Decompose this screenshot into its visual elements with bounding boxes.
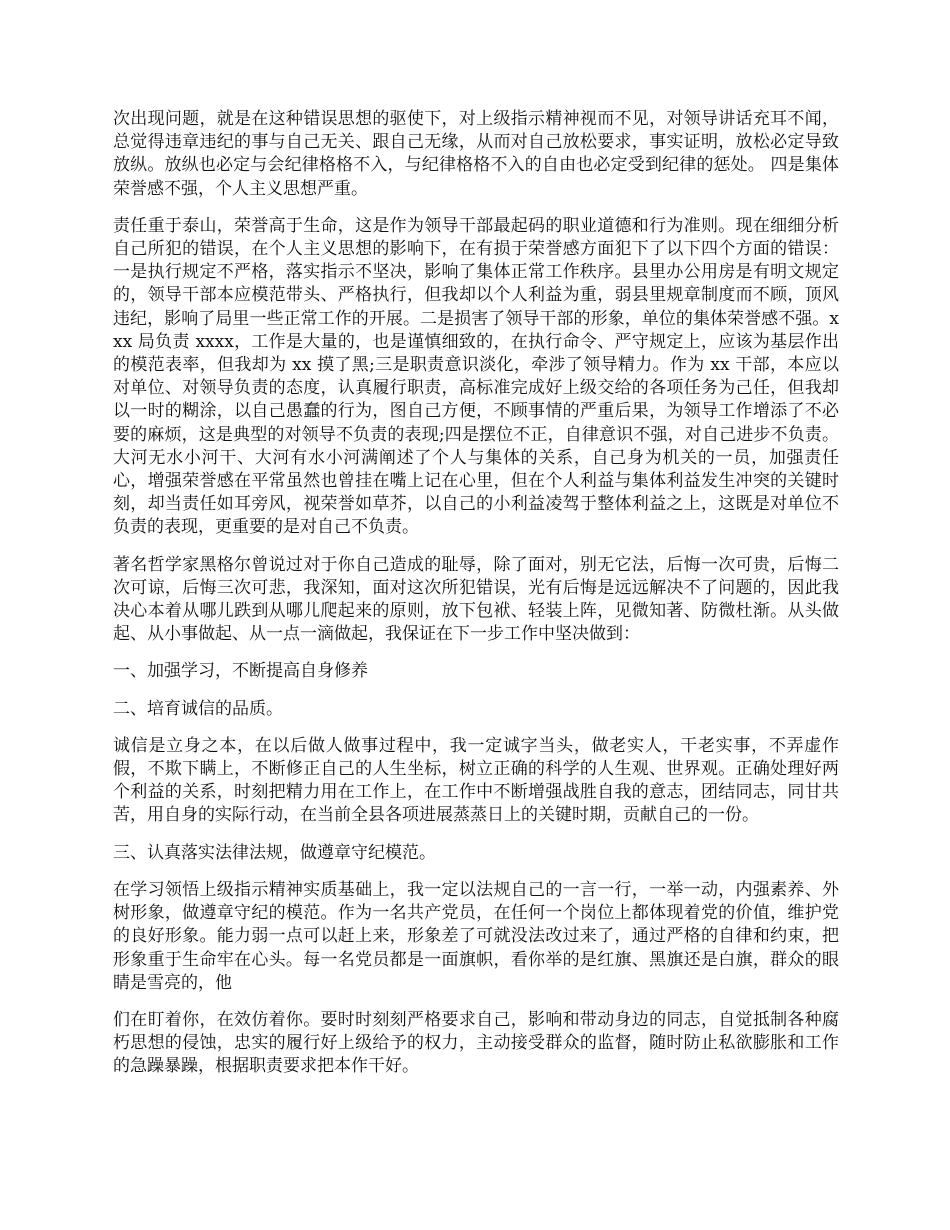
paragraph-follow-laws: 在学习领悟上级指示精神实质基础上，我一定以法规自己的一言一行，一举一动，内强素养、外树形象，做遵章守纪的模范。作为一名共产党员，在任何一个岗位上都体现着党的价值，维护党的良好形象。能力弱一点可以赶上来，形象差了可就没法改过来了，通过严格的自律和约束，把形象重于生命牢在心头。每一名党员都是一面旗帜，看你举的是红旗、黑旗还是白旗，群众的眼睛是雪亮的，他: [113, 879, 839, 993]
paragraph-integrity: 诚信是立身之本，在以后做人做事过程中，我一定诚字当头，做老实人，干老实事，不弄虚作假，不欺下瞒上，不断修正自己的人生坐标，树立正确的科学的人生观、世界观。正确处理好两个利益的关系，时刻把精力用在工作上，在工作中不断增强战胜自我的意志，团结同志，同甘共苦，用自身的实际行动，在当前全县各项进展蒸蒸日上的关键时期，贡献自己的一份。: [113, 735, 839, 826]
document-page: [113, 108, 839, 1093]
heading-strengthen-study: 一、加强学习，不断提高自身修养: [113, 661, 368, 682]
heading-cultivate-integrity: 二、培育诚信的品质。: [113, 698, 283, 719]
paragraph-discipline-continued: 次出现问题，就是在这种错误思想的驱使下，对上级指示精神视而不见，对领导讲话充耳不闻，总觉得违章违纪的事与自己无关、跟自己无缘，从而对自己放松要求，事实证明，放松必定导致放纵。放纵也必定与会纪律格格不入，与纪律格格不入的自由也必定受到纪律的惩处。 四是集体荣誉感不强，个人主义思想严重。: [113, 109, 839, 199]
paragraph-responsibility-honor: 责任重于泰山，荣誉高于生命，这是作为领导干部最起码的职业道德和行为准则。现在细细分析自己所犯的错误，在个人主义思想的影响下，在有损于荣誉感方面犯下了以下四个方面的错误：一是执行规定不严格，落实指示不坚决，影响了集体正常工作秩序。县里办公用房是有明文规定的，领导干部本应模范带头、严格执行，但我却以个人利益为重，弱县里规章制度而不顾，顶风违纪，影响了局里一些正常工作的开展。二是损害了领导干部的形象，单位的集体荣誉感不强。xxx 局负责 xxxx，工作是大量的，也是谨慎细致的，在执行命令、严守规定上，应该为基层作出的模范表率，但我却为 xx 摸了黑;三是职责意识淡化，牵涉了领导精力。作为 xx 干部，本应以对单位、对领导负责的态度，认真履行职责，高标准完成好上级交给的各项任务为己任，但我却以一时的糊涂，以自己愚蠢的行为，图自己方便，不顾事情的严重后果，为领导工作增添了不必要的麻烦，这是典型的对领导不负责的表现;四是摆位不正，自律意识不强，对自己进步不负责。大河无水小河干、大河有水小河满阐述了个人与集体的关系，自己身为机关的一员，加强责任心，增强荣誉感在平常虽然也曾挂在嘴上记在心里，但在个人利益与集体利益发生冲突的关键时刻，却当责任如耳旁风，视荣誉如草芥，以自己的小利益凌驾于整体利益之上，这既是对单位不负责的表现，更重要的是对自己不负责。: [113, 215, 839, 538]
paragraph-hegel-resolution: 著名哲学家黑格尔曾说过对于你自己造成的耻辱，除了面对，别无它法，后悔一次可贵，后悔二次可谅，后悔三次可悲，我深知，面对这次所犯错误，光有后悔是远远解决不了问题的，因此我决心本着从哪儿跌到从哪儿爬起来的原则，放下包袱、轻装上阵，见微知著、防微杜渐。从头做起、从小事做起、从一点一滴做起，我保证在下一步工作中坚决做到：: [113, 554, 839, 645]
paragraph-closing: 们在盯着你，在效仿着你。要时时刻刻严格要求自己，影响和带动身边的同志，自觉抵制各种腐朽思想的侵蚀，忠实的履行好上级给予的权力，主动接受群众的监督，随时防止私欲膨胀和工作的急躁暴躁，根据职责要求把本作干好。: [113, 1009, 839, 1077]
heading-follow-laws: 三、认真落实法律法规，做遵章守纪模范。: [113, 842, 436, 863]
